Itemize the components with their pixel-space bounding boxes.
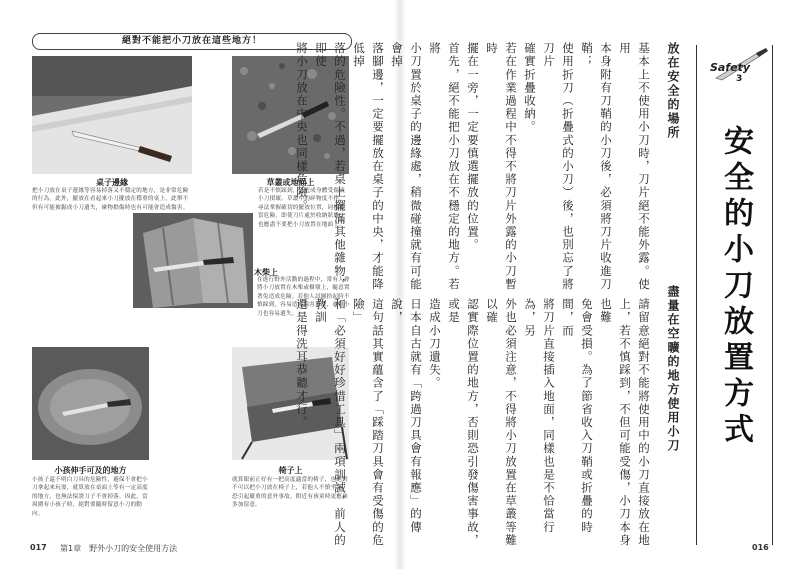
caption-body-grass-ground: 若是不慎踩到，恐造成身體受傷或小刀損壞。草叢中的碎物度不佳，尋法掌握確切的擺放位置，同樣相當危險。即使刀片處於收納狀態，也應盡不要把小刀放置在地面上。 — [258, 188, 345, 228]
section2-line: 還是得洗耳恭聽才行。 — [295, 298, 309, 429]
section2-line: 請留意絕對不能將使用中的小刀直接放在地 — [637, 298, 651, 547]
knife-on-stump-image — [32, 347, 149, 460]
section1-line: 基本上不使用小刀時，刀片絕不能外露。使用 — [618, 42, 651, 291]
section1-line: 將小刀放在中央也同樣危險。 — [295, 42, 309, 213]
section1-line: 落的危險性。不過，若桌上擺滿其他雜物，即使 — [314, 42, 347, 291]
knife-on-table-image — [32, 56, 192, 174]
left-page-number: 017 — [30, 543, 47, 552]
safety-label: Safety — [710, 61, 751, 74]
section2-line: 將刀片直接插入地面，同樣也是不恰當行為，另 — [523, 298, 556, 534]
section1-line: 若在作業過程中不得不將刀片外露的小刀暫時 — [485, 42, 518, 291]
section1-line: 首先，絕不能把小刀放在不穩定的地方。若將 — [428, 42, 461, 291]
section1-line: 確實折疊收納。 — [523, 42, 537, 134]
caption-body-child-reach: 小孩子還不明白刀具的危險性，避保不會把小刀拿起來玩耍，就算放在桌面上等有一定高度的地方，也無法保證刀子不會掉落。因此，當周圍有小孩子時，絕對要隨時留意小刀的動向。 — [32, 477, 148, 517]
section2-line: 上，若不慎踩到，不但可能受傷，小刀本身也難 — [599, 298, 632, 547]
caption-title-chair: 椅子上 — [278, 466, 303, 475]
section2-line: 認實際位置的地方，否則恐引發傷害事故，或是 — [447, 298, 480, 547]
safety-number: 3 — [736, 74, 743, 84]
page-gutter — [394, 0, 406, 569]
safety-badge — [708, 48, 768, 84]
section2-text — [295, 298, 653, 548]
section1-line: 落腳邊，一定要擺放在桌子的中央，才能降低掉 — [352, 42, 385, 291]
photo-table-edge — [32, 56, 192, 174]
caption-title-grass-ground: 草叢或地面上 — [266, 178, 315, 187]
page-title: 安全的小刀放置方式 — [718, 125, 753, 449]
caption-body-table-edge: 把小刀放在桌子邊緣等容易掉落又不穩定的地方，是非常危險的行為。此外，擺放在看起來小刀擺放在穩重的桌上，此舉不但有可能被鋸成小刀遺失，碰物損傷時也有可能會造成傷害。 — [32, 188, 189, 211]
chapter-footer: 第1章 野外小刀的安全使用方法 — [60, 544, 178, 553]
caption-title-firewood: 木柴上 — [254, 268, 278, 277]
title-divider-right — [772, 45, 773, 545]
section1-line: 擺在一旁，一定要慎選擺放的位置。 — [466, 42, 480, 252]
caption-title-table-edge: 桌子邊緣 — [96, 178, 128, 187]
section2-line: 和「必須好好珍惜工具」兩項訓誡，前人的教訓 — [314, 298, 347, 547]
photo-child-reach — [32, 347, 149, 460]
knife-on-firewood-image — [133, 213, 253, 308]
section1-line: 本身附有刀鞘的小刀後，必須將刀片收進刀鞘； — [580, 42, 613, 291]
caption-body-firewood: 在進行野外活動的過程中，常有人會將小刀放置在木柴或樹墩上，隨意置著免造成危險。若他人試圖拾起時不慎踩到，容易造成傷害事故，而且小刀也容易遺失。 — [257, 277, 350, 317]
section1-line: 小刀置於桌子的邊緣處，稍微碰撞就有可能會掉 — [390, 42, 423, 291]
section2-heading: 盡量在空曠的地方使用小刀 — [666, 285, 680, 453]
caption-body-chair: 就算眼前正好有一把高度適當的椅子，也絕對不可以把小刀放在椅子上，若他人不慎坐下，恐引起嚴重的意外事故。附近有孩童時更應該多加留意。 — [232, 477, 348, 509]
section2-line: 免會受損。為了節省收入刀鞘或折疊的時間，而 — [561, 298, 594, 534]
section1-heading: 放在安全的場所 — [666, 42, 680, 140]
caption-title-child-reach: 小孩伸手可及的地方 — [54, 466, 127, 475]
photo-firewood — [133, 213, 253, 308]
section2-line: 外也必須注意，不得將小刀放置在草叢等難以確 — [485, 298, 518, 547]
section2-line: 這句話其實蘊含了「踩踏刀具會有受傷的危險」 — [352, 298, 385, 547]
right-page-number: 016 — [752, 543, 769, 552]
warning-banner: 絕對不能把小刀放在這些地方！ — [32, 33, 352, 50]
title-divider-left — [696, 45, 697, 545]
section2-line: 造成小刀遺失。 — [428, 298, 442, 390]
section2-line: 日本自古就有「跨過刀具會有報應」的傳說， — [390, 298, 423, 534]
section1-line: 使用折刀（折疊式的小刀）後，也別忘了將刀片 — [542, 42, 575, 291]
